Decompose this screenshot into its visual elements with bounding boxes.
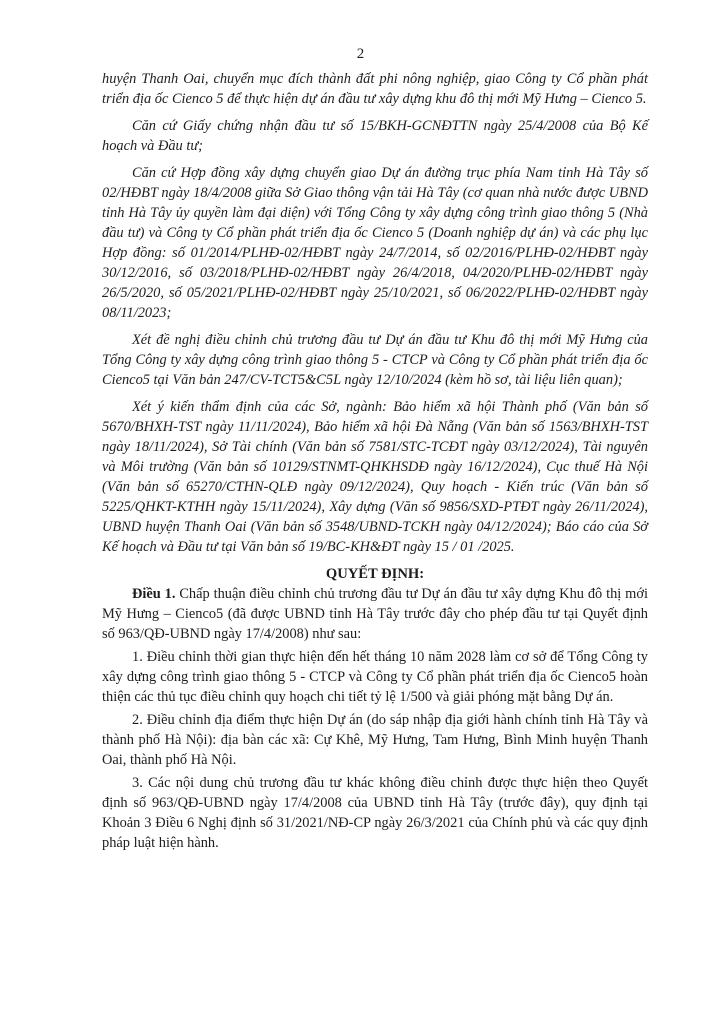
preamble — [102, 69, 648, 557]
document-body — [102, 69, 648, 856]
article-1-lead — [102, 584, 648, 644]
preamble-paragraph: huyện Thanh Oai, chuyển mục đích thành đất phi nông nghiệp, giao Công ty Cổ phần phát triển địa ốc Cienco 5 để thực hiện dự án đầu tư xây dựng khu đô thị mới Mỹ Hưng – Cienco 5. — [102, 71, 648, 107]
article-1-item: 1. Điều chỉnh thời gian thực hiện đến hết tháng 10 năm 2028 làm cơ sở để Tổng Công ty xây dựng công trình giao thông 5 - CTCP và Công ty Cổ phần phát triển địa ốc Cienco5 hoàn thiện các thủ tục điều chỉnh quy hoạch chi tiết tỷ lệ 1/500 và giải phóng mặt bằng Dự án. — [102, 649, 648, 705]
preamble-paragraph: Xét đề nghị điều chỉnh chủ trương đầu tư Dự án đầu tư Khu đô thị mới Mỹ Hưng của Tổng Công ty xây dựng công trình giao thông 5 - CTCP và Công ty Cổ phần phát triển địa ốc Cienco5 tại Văn bản 247/CV-TCT5&C5L ngày 12/10/2024 (kèm hồ sơ, tài liệu liên quan); — [102, 332, 648, 388]
preamble-paragraph: Xét ý kiến thẩm định của các Sở, ngành: Bảo hiểm xã hội Thành phố (Văn bản số 5670/BHXH-TST ngày 11/11/2024), Bảo hiểm xã hội Đà Nẵng (Văn bản số 1563/BHXH-TST ngày 18/11/2024), Sở Tài chính (Văn bản số 7581/STC-TCĐT ngày 03/12/2024), Tài nguyên và Môi trường (Văn bản số 10129/STNMT-QHKHSDĐ ngày 16/12/2024), Cục thuế Hà Nội (Văn bản số 65270/CTHN-QLĐ ngày 09/12/2024), Quy hoạch - Kiến trúc (Văn bản số 5225/QHKT-KTHH ngày 15/11/2024), Xây dựng (Văn số 9856/SXD-PTĐT ngày 26/11/2024), UBND huyện Thanh Oai (Văn bản số 3548/UBND-TCKH ngày 04/12/2024); Báo cáo của Sở Kế hoạch và Đầu tư tại Văn bản số 19/BC-KH&ĐT ngày 15 / 01 /2025. — [102, 399, 648, 555]
page-number: 2 — [356, 46, 365, 62]
article-1-item: 2. Điều chỉnh địa điểm thực hiện Dự án (do sáp nhập địa giới hành chính tỉnh Hà Tây và thành phố Hà Nội): địa bàn các xã: Cự Khê, Mỹ Hưng, Tam Hưng, Bình Minh huyện Thanh Oai, thành phố Hà Nội. — [102, 712, 648, 768]
preamble-paragraph: Căn cứ Giấy chứng nhận đầu tư số 15/BKH-GCNĐTTN ngày 25/4/2008 của Bộ Kế hoạch và Đầu tư; — [102, 118, 648, 154]
article-1-item: 3. Các nội dung chủ trương đầu tư khác không điều chỉnh được thực hiện theo Quyết định số 963/QĐ-UBND ngày 17/4/2008 của UBND tỉnh Hà Tây (trước đây), quy định tại Khoản 3 Điều 6 Nghị định số 31/2021/NĐ-CP ngày 26/3/2021 của Chính phủ và các quy định pháp luật hiện hành. — [102, 775, 648, 851]
decision-title: QUYẾT ĐỊNH: — [325, 566, 425, 582]
article-1 — [102, 584, 648, 853]
preamble-paragraph: Căn cứ Hợp đồng xây dựng chuyển giao Dự án đường trục phía Nam tỉnh Hà Tây số 02/HĐBT ngày 18/4/2008 giữa Sở Giao thông vận tải Hà Tây (cơ quan nhà nước được UBND tỉnh Hà Tây ủy quyền làm đại diện) với Tổng Công ty xây dựng công trình giao thông 5 (Nhà đầu tư) và Công ty Cổ phần phát triển địa ốc Cienco 5 (Doanh nghiệp dự án) và các phụ lục Hợp đồng: số 01/2014/PLHĐ-02/HĐBT ngày 24/7/2014, số 02/2016/PLHĐ-02/HĐBT ngày 30/12/2016, số 03/2018/PLHĐ-02/HĐBT ngày 26/4/2018, 04/2020/PLHĐ-02/HĐBT ngày 26/5/2020, số 05/2021/PLHĐ-02/HĐBT ngày 25/10/2021, số 06/2022/PLHĐ-02/HĐBT ngày 08/11/2023; — [102, 165, 648, 321]
article-1-lead-text: Chấp thuận điều chỉnh chủ trương đầu tư Dự án đầu tư xây dựng Khu đô thị mới Mỹ Hưng – Cienco5 (đã được UBND tỉnh Hà Tây trước đây cho phép đầu tư tại Quyết định số 963/QĐ-UBND ngày 17/4/2008) như sau: — [102, 586, 648, 642]
article-1-heading: Điều 1. — [132, 586, 176, 602]
